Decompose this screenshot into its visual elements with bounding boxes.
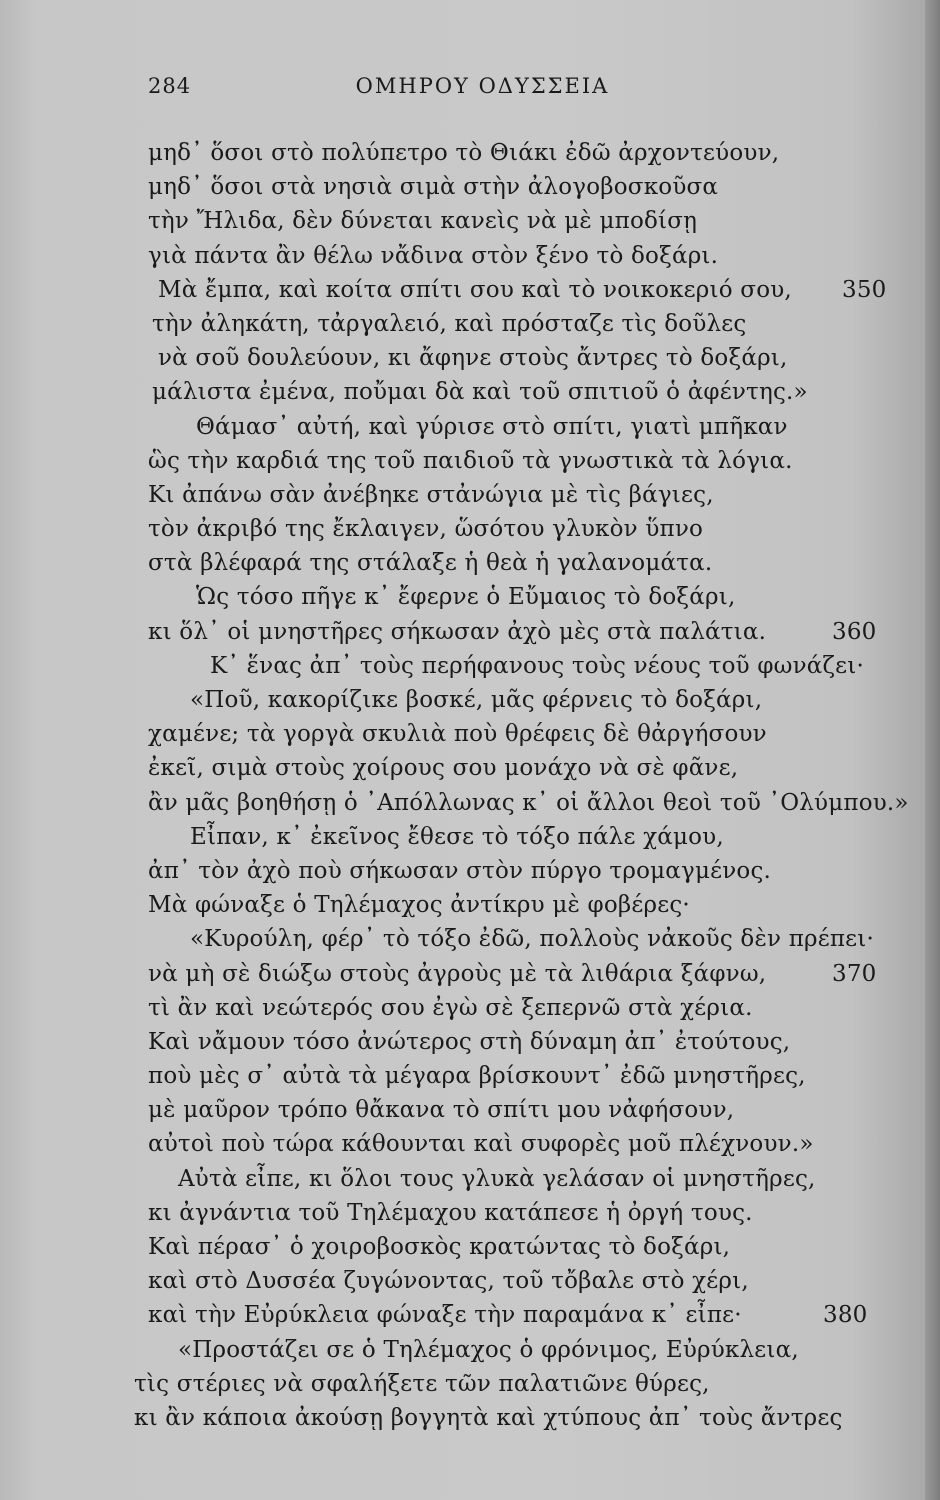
verse-text: αὐτοὶ ποὺ τώρα κάθουνται καὶ συφορὲς μοῦ πλέχνουν.» [148,1131,814,1158]
verse-text: κι ἀγνάντια τοῦ Τηλέμαχου κατάπεσε ἡ ὀργή τους. [148,1199,753,1226]
verse-text-block [0,136,925,1435]
verse-text: ἂν μᾶς βοηθήσῃ ὁ ᾿Απόλλωνας κ᾽ οἱ ἄλλοι θεοὶ τοῦ ᾿Ολύμπου.» [148,789,909,816]
line-number: 360 [832,618,877,645]
verse-text: καὶ στὸ Δυσσέα ζυγώνοντας, τοῦ τὄβαλε στὸ χέρι, [148,1268,749,1295]
verse-text: Ὡς τόσο πῆγε κ᾽ ἔφερνε ὁ Εὔμαιος τὸ δοξάρι, [196,584,736,611]
verse-text: κι ἂν κάποια ἀκούσῃ βογγητὰ καὶ χτύπους ἀπ᾽ τοὺς ἄντρες [134,1404,843,1431]
verse-text: τὸν ἀκριβό της ἔκλαιγεν, ὥσότου γλυκὸν ὕπνο [148,516,704,543]
verse-line [0,444,925,478]
verse-line [0,512,925,546]
verse-line [0,580,925,614]
verse-line [0,751,925,785]
line-number: 350 [842,276,887,303]
verse-text: Καὶ πέρασ᾽ ὁ χοιροβοσκὸς κρατώντας τὸ δοξάρι, [148,1234,731,1260]
verse-text: τὶ ἂν καὶ νεώτερός σου ἐγὼ σὲ ξεπερνῶ στὰ χέρια. [148,994,753,1021]
verse-line [0,239,925,273]
verse-text: τὶς στέριες νὰ σφαλήξετε τῶν παλατιῶνε θύρες, [134,1370,710,1397]
verse-text: καὶ τὴν Εὐρύκλεια φώναξε τὴν παραμάνα κ᾽ εἶπε· [148,1302,742,1329]
verse-line [0,273,925,307]
verse-line [0,820,925,854]
verse-text: μηδ᾽ ὅσοι στὸ πολύπετρο τὸ Θιάκι ἐδῶ ἀρχοντεύουν, [148,140,780,166]
verse-line [0,341,925,375]
verse-line [0,1367,925,1401]
verse-line [0,1401,925,1435]
verse-line [0,1333,925,1367]
verse-line [0,683,925,717]
verse-text: γιὰ πάντα ἂν θέλω νἄδινα στὸν ξένο τὸ δοξάρι. [148,242,719,269]
verse-text: κι ὅλ᾽ οἱ μνηστῆρες σήκωσαν ἀχὸ μὲς στὰ παλάτια. [148,618,767,645]
page-edge [925,0,940,1500]
verse-line [0,546,925,580]
verse-line [0,1127,925,1161]
verse-line [0,307,925,341]
line-number: 370 [832,960,877,987]
verse-line [0,1264,925,1298]
verse-line [0,922,925,956]
verse-line [0,957,925,991]
verse-text: χαμένε; τὰ γοργὰ σκυλιὰ ποὺ θρέφεις δὲ θἀργήσουν [148,721,767,748]
verse-text: Αὐτὰ εἶπε, κι ὅλοι τους γλυκὰ γελάσαν οἱ μνηστῆρες, [178,1165,816,1192]
verse-text: τὴν ἀληκάτη, τἀργαλειό, καὶ πρόσταζε τὶς δοῦλες [152,310,747,337]
verse-text: Καὶ νἄμουν τόσο ἀνώτερος στὴ δύναμη ἀπ᾽ ἐτούτους, [148,1028,791,1055]
verse-text: Κ᾽ ἕνας ἀπ᾽ τοὺς περήφανους τοὺς νέους τοῦ φωνάζει· [210,652,865,679]
verse-text: στὰ βλέφαρά της στάλαξε ἡ θεὰ ἡ γαλανομάτα. [148,550,713,577]
verse-line [0,717,925,751]
verse-line [0,204,925,238]
verse-line [0,888,925,922]
verse-text: μηδ᾽ ὅσοι στὰ νησιὰ σιμὰ στὴν ἀλογοβοσκοῦσα [148,174,719,201]
verse-text: μὲ μαῦρον τρόπο θἄκανα τὸ σπίτι μου νἀφήσουν, [148,1097,735,1124]
verse-line [0,1230,925,1264]
verse-line [0,1298,925,1332]
verse-text: Θάμασ᾽ αὐτή, καὶ γύρισε στὸ σπίτι, γιατὶ μπῆκαν [196,413,788,440]
verse-line [0,615,925,649]
verse-text: «Ποῦ, κακορίζικε βοσκέ, μᾶς φέρνεις τὸ δοξάρι, [190,687,763,713]
verse-line [0,478,925,512]
verse-text: ἐκεῖ, σιμὰ στοὺς χοίρους σου μονάχο νὰ σὲ φᾶνε, [148,755,739,782]
verse-text: Μὰ φώναξε ὁ Τηλέμαχος ἀντίκρυ μὲ φοβέρες· [148,892,690,919]
verse-text: «Κυρούλη, φέρ᾽ τὸ τόξο ἐδῶ, πολλοὺς νἀκοῦς δὲν πρέπει· [190,926,875,953]
verse-text: ἀπ᾽ τὸν ἀχὸ ποὺ σήκωσαν στὸν πύργο τρομαγμένος. [148,857,772,884]
verse-text: νὰ μὴ σὲ διώξω στοὺς ἀγροὺς μὲ τὰ λιθάρια ξάφνω, [148,960,767,987]
verse-text: τὴν Ἤλιδα, δὲν δύνεται κανεὶς νὰ μὲ μποδίσῃ [148,208,698,235]
page-number: 284 [148,74,192,98]
verse-line [0,1059,925,1093]
verse-text: Εἶπαν, κ᾽ ἐκεῖνος ἔθεσε τὸ τόξο πάλε χάμου, [190,823,724,850]
verse-line [0,991,925,1025]
verse-line [0,1025,925,1059]
verse-line [0,1196,925,1230]
verse-line [0,786,925,820]
verse-line [0,170,925,204]
verse-line [0,1162,925,1196]
verse-text: Κι ἀπάνω σὰν ἀνέβηκε στἀνώγια μὲ τὶς βάγιες, [148,481,714,508]
verse-line [0,854,925,888]
verse-text: Μὰ ἔμπα, καὶ κοίτα σπίτι σου καὶ τὸ νοικοκεριό σου, [158,276,792,303]
verse-text: «Προστάζει σε ὁ Τηλέμαχος ὁ φρόνιμος, Εὐρύκλεια, [178,1336,799,1363]
verse-line [0,375,925,409]
verse-text: ποὺ μὲς σ᾽ αὐτὰ τὰ μέγαρα βρίσκουντ᾽ ἐδῶ μνηστῆρες, [148,1063,806,1090]
verse-text: νὰ σοῦ δουλεύουν, κι ἄφηνε στοὺς ἄντρες τὸ δοξάρι, [158,345,788,372]
verse-text: μάλιστα ἐμένα, ποὔμαι δὰ καὶ τοῦ σπιτιοῦ ὁ ἀφέντης.» [152,379,808,406]
verse-line [0,136,925,170]
line-number: 380 [823,1302,868,1329]
page-header [0,74,925,110]
verse-text: ὣς τὴν καρδιά της τοῦ παιδιοῦ τὰ γνωστικὰ τὰ λόγια. [148,447,793,474]
verse-line [0,1093,925,1127]
running-title: ΟΜΗΡΟΥ ΟΔΥΣΣΕΙΑ [355,74,610,98]
verse-line [0,649,925,683]
verse-line [0,410,925,444]
